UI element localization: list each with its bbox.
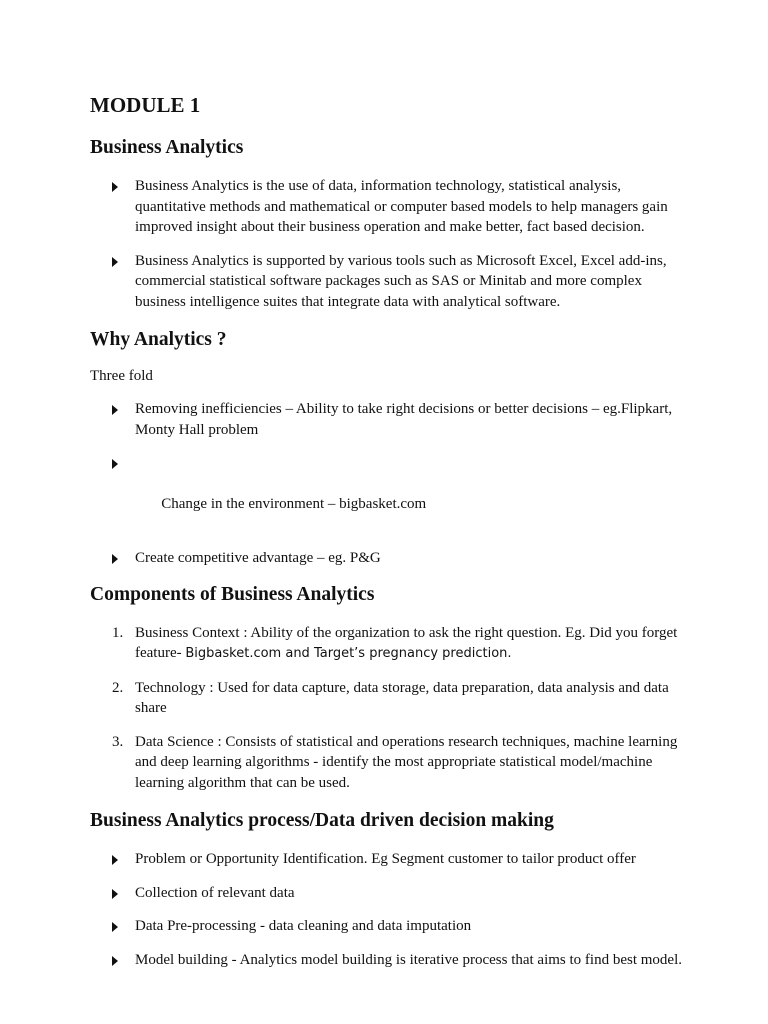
why-analytics-intro: Three fold — [90, 368, 153, 384]
module-title: MODULE 1 — [90, 93, 201, 117]
document-page — [90, 90, 690, 970]
list-item — [90, 916, 690, 937]
triangle-bullet-icon — [112, 922, 118, 932]
list-item-text: Business Analytics is the use of data, information technology, statistical analysis, quantitative methods and mathematical or computer based models to help managers gain improved insight about their business operation and make better, fact based decision. — [135, 178, 668, 235]
list-item — [90, 453, 690, 535]
list-item-text: Business Context : Ability of the organization to ask the right question. Eg. Did you forget feature- — [135, 624, 678, 661]
list-item-text: Change in the environment – bigbasket.com — [157, 496, 427, 512]
list-item — [90, 176, 690, 238]
list-number: 2. — [112, 679, 124, 696]
triangle-bullet-icon — [112, 257, 118, 267]
list-item — [90, 623, 690, 665]
components-list — [90, 623, 690, 794]
list-item-text: Business Analytics is supported by various tools such as Microsoft Excel, Excel add-ins, commercial statistical software packages such as SAS or Minitab and more complex business intelligence suites that integrate data with analytical software. — [135, 252, 667, 310]
list-item — [90, 678, 690, 719]
list-item-text: Data Science : Consists of statistical and operations research techniques, machine learning and deep learning algorithms - identify the most appropriate statistical model/machine learning algorithm that can be used. — [135, 733, 678, 791]
list-item — [90, 849, 690, 870]
section-heading-components: Components of Business Analytics — [90, 583, 375, 605]
section-heading-process: Business Analytics process/Data driven decision making — [90, 810, 554, 831]
list-item — [90, 251, 690, 313]
list-item-text: Data Pre-processing - data cleaning and data imputation — [135, 918, 472, 934]
list-item-text: Collection of relevant data — [135, 884, 295, 901]
list-item — [90, 883, 690, 904]
list-item — [90, 732, 690, 794]
list-item-text: Problem or Opportunity Identification. Eg Segment customer to tailor product offer — [135, 851, 636, 867]
list-number: 1. — [112, 624, 124, 641]
triangle-bullet-icon — [112, 405, 118, 415]
business-analytics-list — [90, 176, 690, 312]
list-number: 3. — [112, 733, 124, 750]
list-item — [90, 950, 690, 971]
list-item-text-sans: Bigbasket.com and Target’s pregnancy prediction. — [185, 646, 512, 661]
triangle-bullet-icon — [112, 459, 118, 469]
section-heading-why-analytics: Why Analytics ? — [90, 329, 227, 350]
triangle-bullet-icon — [112, 554, 118, 564]
list-item-text: Create competitive advantage – eg. P&G — [135, 550, 381, 566]
list-item-text: Model building - Analytics model building is iterative process that aims to find best model. — [135, 951, 683, 968]
triangle-bullet-icon — [112, 889, 118, 899]
process-list — [90, 849, 690, 970]
section-heading-business-analytics: Business Analytics — [90, 137, 244, 158]
triangle-bullet-icon — [112, 855, 118, 865]
list-item-text: Removing inefficiencies – Ability to take right decisions or better decisions – eg.Flipkart, Monty Hall problem — [135, 401, 673, 438]
list-item — [90, 548, 690, 569]
triangle-bullet-icon — [112, 956, 118, 966]
why-analytics-list — [90, 399, 690, 569]
list-item — [90, 399, 690, 440]
triangle-bullet-icon — [112, 182, 118, 192]
list-item-text: Technology : Used for data capture, data storage, data preparation, data analysis and data share — [135, 679, 669, 716]
